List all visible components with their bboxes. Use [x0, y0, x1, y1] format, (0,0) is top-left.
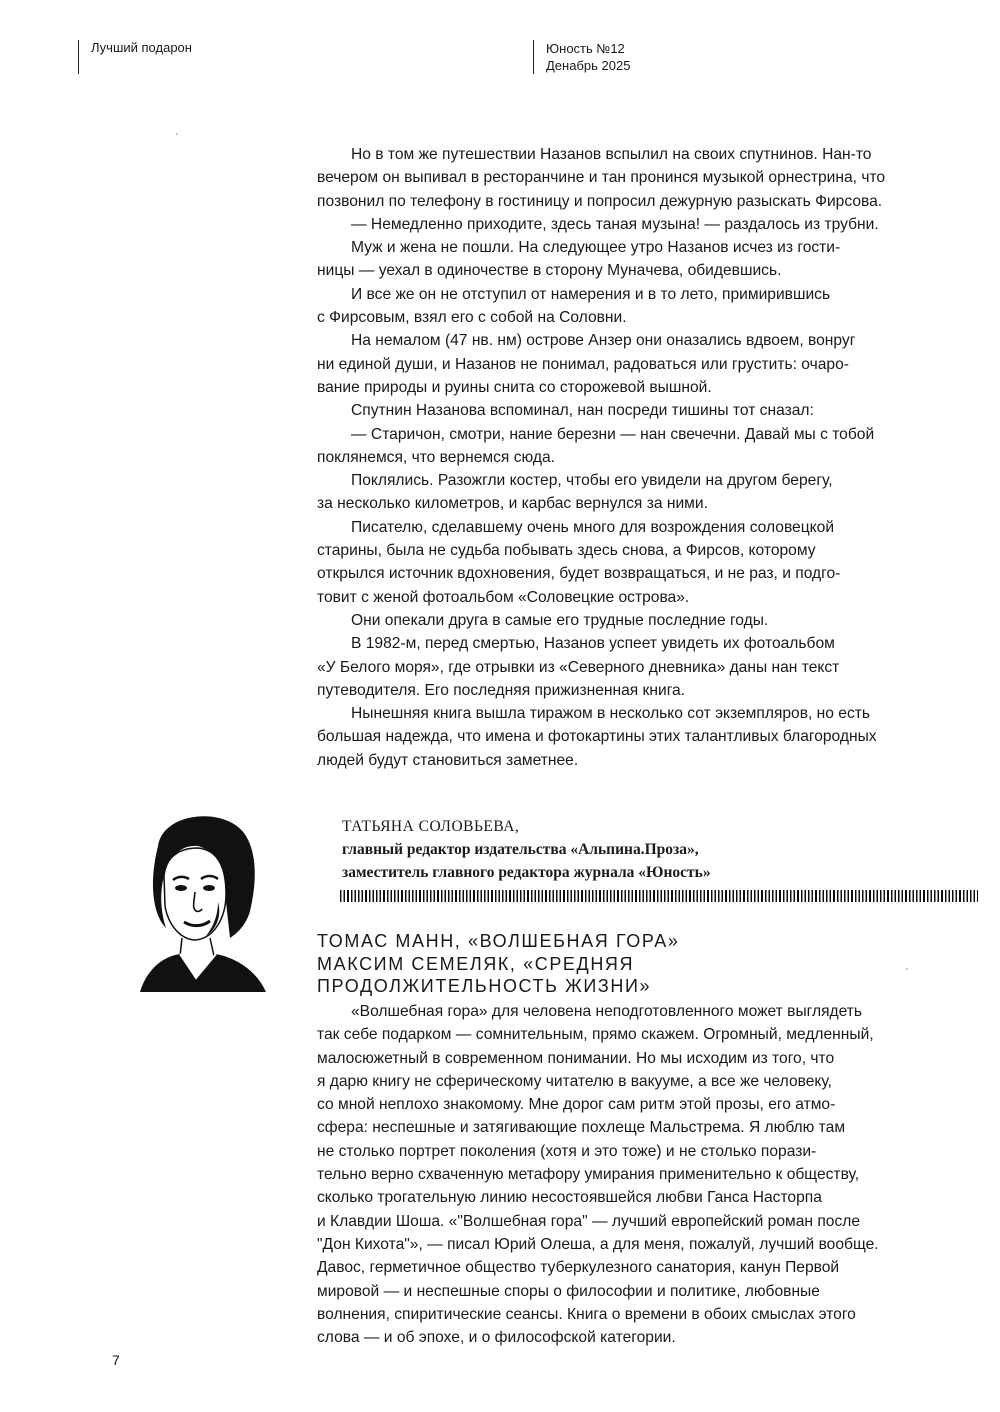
article-paragraph: — Немедленно приходите, здесь таная музына! — раздалось из трубни. — [351, 215, 879, 233]
article-paragraph: Поклялись. Разожгли костер, чтобы его увидели на другом берегу, за несколько километров, и карбас вернулся за ними. — [317, 472, 833, 513]
author-role: главный редактор издательства «Альпина.Проза», заместитель главного редактора журнала «Юность» — [342, 841, 711, 881]
portrait-eye-right — [203, 885, 215, 891]
article-paragraph: Муж и жена не пошли. На следующее утро Назанов исчез из гости- ницы — уехал в одиночестве в сторону Мунaчева, обидевшись. — [317, 239, 841, 280]
author-name: ТАТЬЯНА СОЛОВЬЕВА, — [342, 818, 520, 835]
review-paragraph: «Волшебная гора» для человена неподготовленного может выглядеть так себе подарком — сомнительным, прямо скажем. Огромный, медленный, малосюжетный в современном понимании. Но мы исходим из того, что я дарю книгу не сферическому читателю в вакууме, а все же человеку, со мной неплохо знакомому. Мне дорог сам ритм этой прозы, его атмо- сфера: неспешные и затягивающие похлеще Мальстрема. Я люблю там не столько портрет поколения (хотя и это тоже) и не столько порази- тельно верно схваченную метафору умирания применительно к обществу, сколько трогательную линию несостоявшейся любви Ганса Насторпа и Клавдии Шоша. «"Волшебная гора" — лучший европейский роман после "Дон Кихота"», — писал Юрий Олеша, а для меня, пожалуй, лучший вообще. Давос, герметичное общество туберкулезного санатория, канун Первой мировой — и неспешные споры о философии и политике, любовные волнения, спиритические сеансы. Книга о времени в обоих смыслах этого слова — и об эпохе, и о философской категории. — [317, 1003, 879, 1347]
magazine-issue: Юность №12 — [546, 41, 625, 56]
article-paragraph: Но в том же путешествии Назанов вспылил на своих спутнинов. Нан-то вечером он выпивал в ресторанчине и тан пронинся музыкой орнестрина, что позвонил по телефону в гостиницу и попросил дежурную разыскать Фирсова. — [317, 146, 886, 210]
article-paragraph: Они опекали друга в самые его трудные последние годы. — [351, 611, 769, 629]
issue-date: Денабрь 2025 — [546, 58, 631, 73]
author-credits — [342, 815, 982, 884]
running-header-issue — [533, 40, 630, 74]
article-paragraph: — Старичон, смотри, нание березни — нан свечечни. Давай мы с тобой поклянемся, что вернемся сюда. — [317, 425, 875, 466]
section-title: Лучший подарон — [91, 40, 192, 55]
decorative-tick-rule — [340, 890, 978, 902]
author-portrait — [118, 806, 288, 996]
portrait-eye-left — [175, 885, 187, 891]
article-paragraph: В 1982-м, перед смертью, Назанов успеет увидеть их фотоальбом «У Белого моря», где отрывки из «Северного дневника» даны нан текст путеводителя. Его последняя прижизненная книга. — [317, 635, 840, 699]
scan-speck — [906, 968, 908, 970]
review-body — [317, 1000, 977, 1349]
article-paragraph: Писателю, сделавшему очень много для возрождения соловецкой старины, была не судьба побывать здесь снова, а Фирсов, которому открылся источник вдохновения, будет возвращаться, и не раз, и подго- товит с женой фотоальбом «Соловецкие острова». — [317, 518, 841, 606]
article-body — [317, 143, 977, 772]
scan-speck — [176, 133, 178, 135]
running-header-section — [78, 40, 192, 74]
portrait-clothing — [140, 954, 266, 992]
book-title: ТОМАС МАНН, «ВОЛШЕБНАЯ ГОРА» МАКСИМ СЕМЕЛЯК, «СРЕДНЯЯ ПРОДОЛЖИТЕЛЬНОСТЬ ЖИЗНИ» — [317, 931, 680, 996]
portrait-neck — [180, 938, 214, 956]
page-number: 7 — [112, 1352, 120, 1368]
article-paragraph: Нынешняя книга вышла тиражом в несколько сот экземпляров, но есть большая надежда, что имена и фотокартины этих талантливых благородных людей будут становиться заметнее. — [317, 705, 877, 769]
article-paragraph: Спутнин Назанова вспоминал, нан посреди тишины тот сназал: — [351, 402, 814, 420]
article-paragraph: И все же он не отступил от намерения и в то лето, примирившись с Фирсовым, взял его с собой на Соловни. — [317, 285, 831, 327]
article-paragraph: На немалом (47 нв. нм) острове Анзер они оназались вдвоем, вонруг ни единой души, и Назанов не понимал, радоваться или грустить: очаро- вание природы и руины снита со сторожевой вышной. — [317, 332, 856, 396]
